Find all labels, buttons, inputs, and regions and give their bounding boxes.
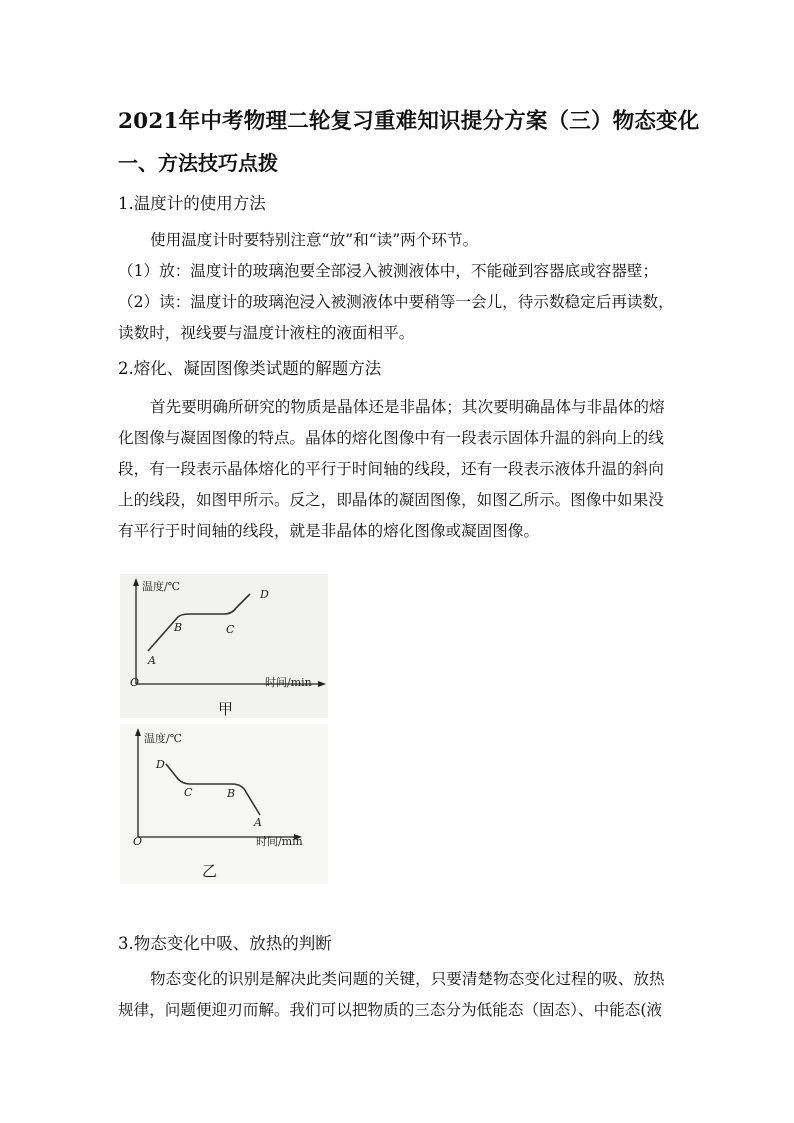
point-label-a: A bbox=[148, 654, 156, 667]
list-item-2-line-2: 读数时，视线要与温度计液柱的液面相平。 bbox=[118, 324, 415, 342]
list-item-1: （1）放：温度计的玻璃泡要全部浸入被测液体中，不能碰到容器底或容器壁； bbox=[118, 262, 659, 280]
paragraph-line: 段，有一段表示晶体熔化的平行于时间轴的线段，还有一段表示液体升温的斜向 bbox=[118, 460, 664, 478]
subsection-heading-3: 3.物态变化中吸、放热的判断 bbox=[118, 934, 332, 953]
solidification-curve bbox=[166, 764, 260, 815]
y-axis-label: 温度/℃ bbox=[144, 732, 183, 745]
section-heading: 一、方法技巧点拨 bbox=[118, 151, 278, 175]
point-label-b: B bbox=[174, 621, 183, 634]
x-axis-label: 时间/min bbox=[256, 835, 303, 848]
melting-curve bbox=[148, 594, 250, 651]
figure-caption-yi: 乙 bbox=[202, 862, 218, 880]
point-label-b: B bbox=[227, 787, 236, 800]
point-label-d: D bbox=[260, 588, 269, 601]
paragraph-intro: 使用温度计时要特别注意“放”和“读”两个环节。 bbox=[150, 231, 479, 249]
point-label-a: A bbox=[254, 816, 262, 829]
origin-label: O bbox=[130, 676, 140, 689]
point-label-c: C bbox=[226, 623, 235, 636]
origin-label: O bbox=[133, 835, 143, 848]
list-item-2-line-1: （2）读：温度计的玻璃泡浸入被测液体中要稍等一会儿，待示数稳定后再读数， bbox=[118, 293, 674, 311]
solidification-graph bbox=[120, 724, 328, 884]
subsection-heading-2: 2.熔化、凝固图像类试题的解题方法 bbox=[118, 359, 382, 378]
page-title: 2021年中考物理二轮复习重难知识提分方案（三）物态变化 bbox=[118, 109, 700, 134]
solidification-graph-figure bbox=[120, 724, 328, 884]
subsection-heading-1: 1.温度计的使用方法 bbox=[118, 194, 266, 213]
paragraph-line: 有平行于时间轴的线段，就是非晶体的熔化图像或凝固图像。 bbox=[118, 522, 540, 540]
x-axis-arrow bbox=[318, 681, 326, 687]
y-axis-arrow bbox=[133, 578, 139, 586]
melting-graph-figure bbox=[120, 574, 328, 718]
paragraph-line: 规律，问题便迎刃而解。我们可以把物质的三态分为低能态（固态）、中能态(液 bbox=[118, 1001, 663, 1019]
y-axis-label: 温度/℃ bbox=[142, 580, 181, 593]
y-axis-arrow bbox=[135, 728, 141, 736]
point-label-c: C bbox=[184, 786, 193, 799]
paragraph-line: 上的线段，如图甲所示。反之，即晶体的凝固图像，如图乙所示。图像中如果没 bbox=[118, 491, 664, 509]
paragraph-line: 化图像与凝固图像的特点。晶体的熔化图像中有一段表示固体升温的斜向上的线 bbox=[118, 429, 664, 447]
point-label-d: D bbox=[156, 758, 165, 771]
x-axis-label: 时间/min bbox=[265, 676, 312, 689]
figure-caption-jia: 甲 bbox=[218, 700, 234, 718]
paragraph-line: 物态变化的识别是解决此类问题的关键，只要清楚物态变化过程的吸、放热 bbox=[150, 970, 665, 988]
paragraph-line: 首先要明确所研究的物质是晶体还是非晶体；其次要明确晶体与非晶体的熔 bbox=[150, 398, 665, 416]
melting-graph bbox=[120, 574, 328, 718]
